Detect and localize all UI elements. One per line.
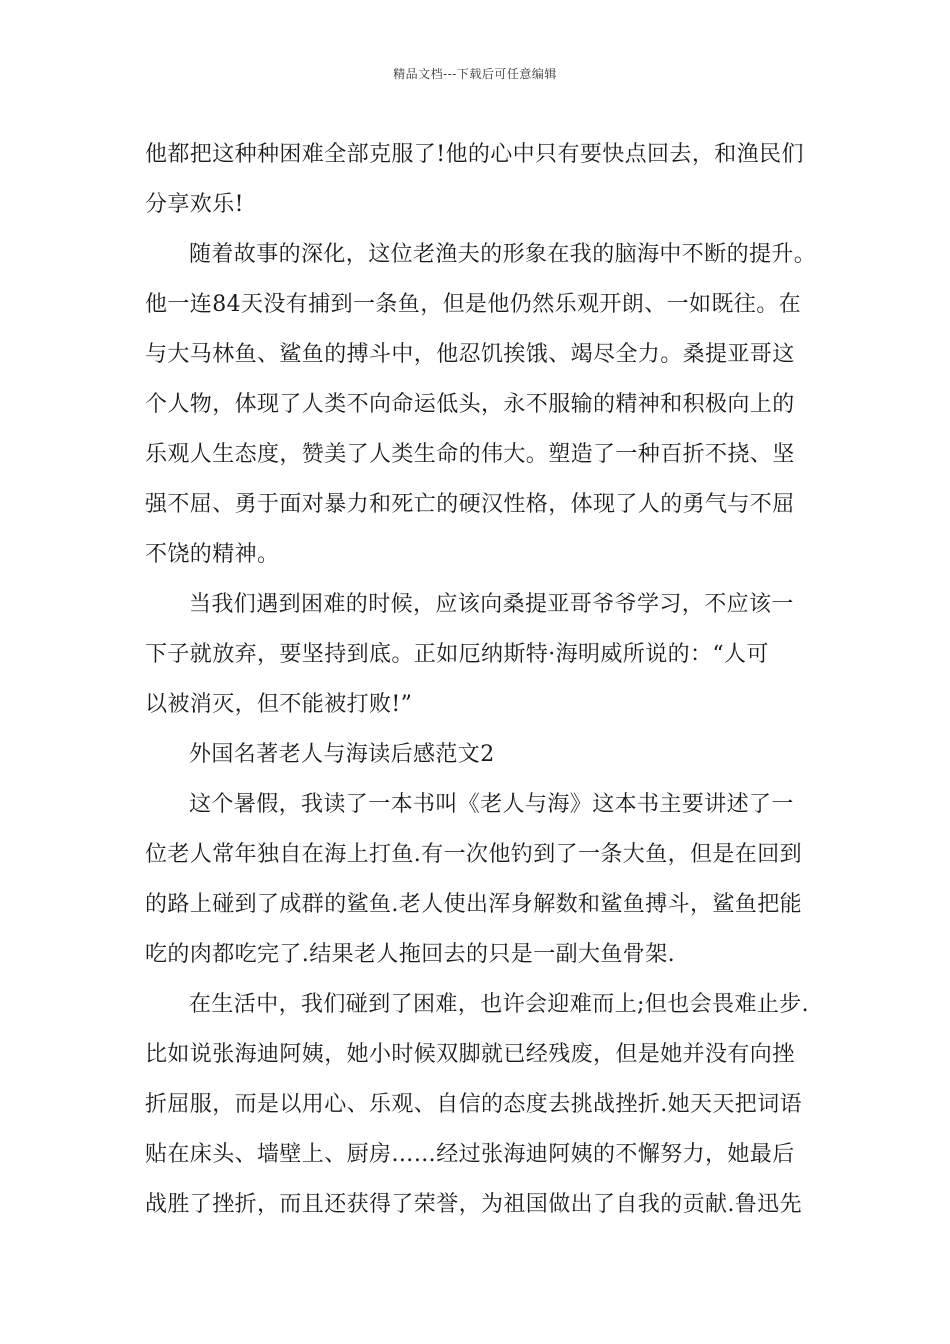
text-line: 的路上碰到了成群的鲨鱼.老人使出浑身解数和鲨鱼搏斗，鲨鱼把能 (145, 892, 802, 917)
text-line: 不饶的精神。 (145, 542, 280, 567)
text-line: 当我们遇到困难的时候，应该向桑提亚哥爷爷学习，不应该一 (189, 592, 794, 617)
text-line: 下子就放弃，要坚持到底。正如厄纳斯特·海明威所说的：“人可 (145, 642, 769, 667)
text-line: 在生活中，我们碰到了困难，也许会迎难而上;但也会畏难止步. (189, 992, 810, 1017)
text-line: 战胜了挫折，而且还获得了荣誉，为祖国做出了自我的贡献.鲁迅先 (145, 1192, 802, 1217)
text-line: 位老人常年独自在海上打鱼.有一次他钓到了一条大鱼，但是在回到 (145, 842, 802, 867)
text-line: 随着故事的深化，这位老渔夫的形象在我的脑海中不断的提升。 (189, 242, 817, 267)
text-line: 他都把这种种困难全部克服了!他的心中只有要快点回去，和渔民们 (145, 142, 804, 167)
text-line: 贴在床头、墙壁上、厨房……经过张海迪阿姨的不懈努力，她最后 (145, 1142, 795, 1167)
text-line: 与大马林鱼、鲨鱼的搏斗中，他忍饥挨饿、竭尽全力。桑提亚哥这 (145, 342, 795, 367)
text-line: 这个暑假，我读了一本书叫《老人与海》这本书主要讲述了一 (189, 792, 794, 817)
text-line: 强不屈、勇于面对暴力和死亡的硬汉性格，体现了人的勇气与不屈 (145, 492, 795, 517)
text-line: 乐观人生态度，赞美了人类生命的伟大。塑造了一种百折不挠、坚 (145, 442, 795, 467)
text-line: 他一连84天没有捕到一条鱼，但是他仍然乐观开朗、一如既往。在 (145, 292, 801, 317)
text-line: 比如说张海迪阿姨，她小时候双脚就已经残废，但是她并没有向挫 (145, 1042, 795, 1067)
text-line: 以被消灭，但不能被打败!” (145, 692, 413, 717)
text-line: 外国名著老人与海读后感范文2 (189, 742, 495, 767)
text-line: 吃的肉都吃完了.结果老人拖回去的只是一副大鱼骨架. (145, 942, 675, 967)
text-line: 个人物，体现了人类不向命运低头，永不服输的精神和积极向上的 (145, 392, 795, 417)
page-header: 精品文档---下载后可任意编辑 (393, 67, 557, 81)
document-body (145, 130, 825, 1230)
text-line: 折屈服，而是以用心、乐观、自信的态度去挑战挫折.她天天把词语 (145, 1092, 802, 1117)
text-line: 分享欢乐! (145, 192, 244, 217)
